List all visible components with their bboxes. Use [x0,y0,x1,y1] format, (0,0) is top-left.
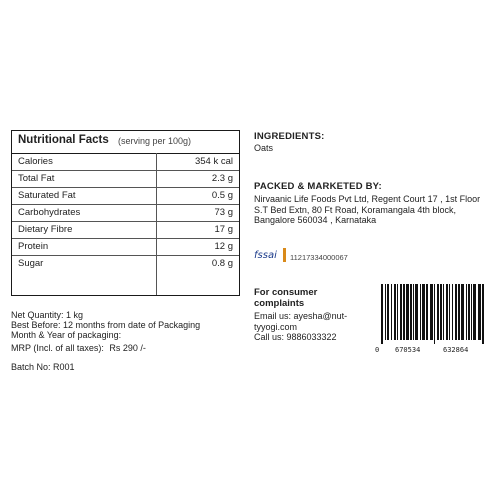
nutrition-facts-table [11,130,240,296]
fssai-logo-text: fssai [254,250,277,261]
barcode-bar [426,284,428,340]
barcode-bar [397,284,398,340]
barcode-bar [443,284,444,340]
ingredients-text: Oats [254,143,274,153]
nutrient-name: Protein [18,241,49,252]
barcode-bar [482,284,484,344]
barcode-bar [437,284,439,340]
nutrient-name: Sugar [18,258,44,269]
barcode-bar [473,284,476,340]
nutrient-name: Saturated Fat [18,190,76,201]
nutrient-value: 73 g [214,207,233,218]
nutrition-row [12,204,239,222]
barcode-bar [458,284,460,340]
consumer-contact [254,311,347,343]
consumer-heading [254,287,317,309]
nutrition-header [12,131,239,154]
barcode-bar [468,284,470,340]
batch-number: Batch No: R001 [11,362,75,372]
best-before: Best Before: 12 months from date of Packaging [11,320,201,330]
fssai-logo-mark-icon [283,248,286,262]
nutrition-row [12,255,239,273]
consumer-heading-line: complaints [254,298,305,309]
barcode-digit-group: 670534 [395,346,421,354]
barcode-bar [471,284,472,340]
nutrient-value: 17 g [214,224,233,235]
barcode-bar [440,284,442,340]
nutrient-name: Carbohydrates [18,207,81,218]
nutrition-row [12,238,239,256]
barcode-bar [400,284,402,340]
barcode-bar [478,284,481,340]
address-line: Bangalore 560034 , Karnataka [254,215,377,225]
barcode-bar [420,284,421,340]
barcode-bar [466,284,467,340]
barcode-bar [387,284,389,340]
nutrient-value: 0.5 g [211,190,233,201]
nutrient-name: Dietary Fibre [18,224,73,235]
fssai-logo [254,250,277,261]
nutrient-name: Total Fat [18,173,55,184]
barcode-bar [422,284,425,340]
barcode-bar [415,284,418,340]
barcode-digit-lead: 0 [375,346,380,354]
ingredients-heading: INGREDIENTS: [254,131,325,142]
barcode-icon [375,284,491,344]
barcode-bar [434,284,435,344]
barcode-digit-group: 632864 [443,346,469,354]
barcode-bar [385,284,386,340]
barcode-bar [455,284,457,340]
barcode-bar [381,284,383,344]
barcode-bar [449,284,450,340]
mrp [11,343,146,354]
fssai-license-number: 11217334000067 [290,253,348,262]
nutrient-name: Calories [18,156,53,167]
nutrition-row [12,187,239,205]
month-year-packaging: Month & Year of packaging: [11,330,122,340]
mrp-value: Rs 290 /- [109,343,146,353]
nutrient-value: 2.3 g [211,173,233,184]
consumer-heading-line: For consumer [254,287,318,298]
barcode-bar [403,284,405,340]
nutrition-row [12,153,239,171]
barcode-bar [461,284,464,340]
nutrient-value: 12 g [214,241,233,252]
packed-address [254,194,494,226]
barcode-bar [413,284,414,340]
barcode-bar [406,284,409,340]
barcode-bar [430,284,433,340]
email-line: Email us: ayesha@nut- [254,311,348,321]
barcode-bar [446,284,448,340]
barcode-bar [452,284,453,340]
call-line: Call us: 9886033322 [254,332,337,342]
packed-heading: PACKED & MARKETED BY: [254,181,382,192]
nutrition-title: Nutritional Facts [18,134,109,146]
net-quantity: Net Quantity: 1 kg [11,310,84,320]
email-line: tyyogi.com [254,321,298,332]
address-line: S.T Bed Extn, 80 Ft Road, Koramangala 4th block, [254,204,456,215]
nutrition-row [12,170,239,188]
barcode-bar [410,284,412,340]
mrp-label: MRP (Incl. of all taxes): [11,343,104,353]
barcode-bar [394,284,396,340]
address-line: Nirvaanic Life Foods Pvt Ltd, Regent Court 17 , 1st Floor [254,194,481,204]
serving-size: (serving per 100g) [118,136,192,146]
nutrient-value: 354 k cal [194,156,233,167]
nutrition-row [12,221,239,239]
nutrient-value: 0.8 g [211,258,233,269]
barcode-bar [391,284,392,340]
